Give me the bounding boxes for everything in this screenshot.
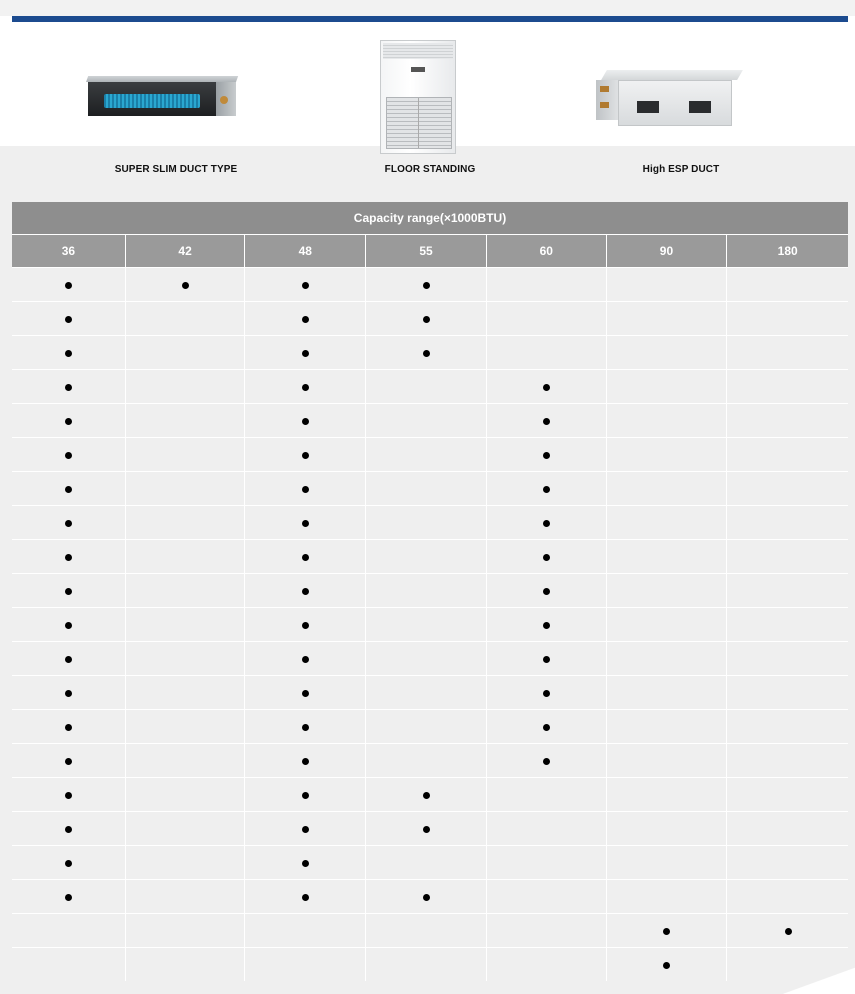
availability-dot-icon	[423, 350, 430, 357]
table-cell	[12, 744, 126, 777]
table-cell	[126, 812, 246, 845]
availability-dot-icon	[423, 826, 430, 833]
availability-dot-icon	[543, 724, 550, 731]
availability-dot-icon	[423, 282, 430, 289]
availability-dot-icon	[543, 758, 550, 765]
column-header: 42	[126, 235, 246, 267]
availability-dot-icon	[65, 486, 72, 493]
table-cell	[366, 948, 487, 981]
table-cell	[727, 880, 848, 913]
table-cell	[126, 404, 246, 437]
product-label-high-esp-duct: High ESP DUCT	[642, 164, 720, 175]
table-cell	[12, 438, 126, 471]
availability-dot-icon	[302, 622, 309, 629]
table-caption: Capacity range(×1000BTU)	[12, 202, 848, 235]
table-row	[12, 845, 848, 879]
table-cell	[727, 846, 848, 879]
table-cell	[366, 404, 487, 437]
table-row	[12, 539, 848, 573]
table-cell	[487, 914, 607, 947]
table-cell	[607, 438, 728, 471]
table-cell	[727, 268, 848, 301]
availability-dot-icon	[65, 350, 72, 357]
availability-dot-icon	[65, 758, 72, 765]
table-row	[12, 811, 848, 845]
availability-dot-icon	[65, 724, 72, 731]
table-cell	[126, 268, 246, 301]
table-cell	[12, 404, 126, 437]
table-cell	[245, 880, 366, 913]
availability-dot-icon	[543, 452, 550, 459]
availability-dot-icon	[423, 792, 430, 799]
table-cell	[12, 676, 126, 709]
table-cell	[727, 506, 848, 539]
availability-dot-icon	[65, 622, 72, 629]
availability-dot-icon	[65, 554, 72, 561]
table-cell	[487, 744, 607, 777]
table-row	[12, 573, 848, 607]
table-cell	[607, 608, 728, 641]
availability-dot-icon	[65, 894, 72, 901]
table-row	[12, 675, 848, 709]
availability-dot-icon	[663, 928, 670, 935]
availability-dot-icon	[302, 860, 309, 867]
table-cell	[727, 370, 848, 403]
table-cell	[126, 846, 246, 879]
table-cell	[727, 608, 848, 641]
table-cell	[487, 370, 607, 403]
table-cell	[126, 948, 246, 981]
table-cell	[245, 540, 366, 573]
table-cell	[245, 506, 366, 539]
table-cell	[366, 914, 487, 947]
availability-dot-icon	[302, 282, 309, 289]
column-header: 36	[12, 235, 126, 267]
table-cell	[12, 574, 126, 607]
table-cell	[366, 880, 487, 913]
availability-dot-icon	[65, 418, 72, 425]
table-cell	[366, 846, 487, 879]
table-row	[12, 267, 848, 301]
table-cell	[12, 506, 126, 539]
table-cell	[12, 948, 126, 981]
capacity-table	[12, 202, 848, 981]
table-cell	[366, 676, 487, 709]
table-cell	[727, 574, 848, 607]
availability-dot-icon	[302, 894, 309, 901]
table-header-row	[12, 235, 848, 267]
table-cell	[607, 268, 728, 301]
table-cell	[366, 574, 487, 607]
availability-dot-icon	[65, 860, 72, 867]
table-row	[12, 641, 848, 675]
table-cell	[245, 404, 366, 437]
table-cell	[12, 778, 126, 811]
table-row	[12, 709, 848, 743]
availability-dot-icon	[302, 792, 309, 799]
availability-dot-icon	[543, 520, 550, 527]
table-cell	[126, 744, 246, 777]
column-header: 60	[487, 235, 607, 267]
table-cell	[366, 438, 487, 471]
availability-dot-icon	[65, 792, 72, 799]
table-cell	[727, 540, 848, 573]
table-cell	[487, 846, 607, 879]
availability-dot-icon	[65, 316, 72, 323]
table-cell	[366, 268, 487, 301]
table-cell	[607, 540, 728, 573]
availability-dot-icon	[302, 554, 309, 561]
table-cell	[607, 404, 728, 437]
table-cell	[487, 608, 607, 641]
table-cell	[126, 676, 246, 709]
floor-standing-unit-image	[380, 40, 456, 154]
table-cell	[12, 472, 126, 505]
table-cell	[487, 404, 607, 437]
table-cell	[366, 608, 487, 641]
table-cell	[607, 778, 728, 811]
table-cell	[607, 574, 728, 607]
column-header: 180	[777, 244, 798, 258]
availability-dot-icon	[302, 588, 309, 595]
table-cell	[727, 438, 848, 471]
table-cell	[245, 710, 366, 743]
table-cell	[126, 336, 246, 369]
availability-dot-icon	[302, 316, 309, 323]
column-header: 55	[366, 235, 487, 267]
table-cell	[245, 676, 366, 709]
table-cell	[366, 812, 487, 845]
table-row	[12, 335, 848, 369]
table-cell	[607, 642, 728, 675]
table-cell	[607, 744, 728, 777]
table-cell	[126, 778, 246, 811]
table-cell	[487, 268, 607, 301]
table-cell	[366, 540, 487, 573]
availability-dot-icon	[65, 282, 72, 289]
availability-dot-icon	[302, 690, 309, 697]
table-cell	[607, 846, 728, 879]
table-cell	[727, 744, 848, 777]
availability-dot-icon	[543, 690, 550, 697]
table-cell	[245, 336, 366, 369]
table-cell	[727, 812, 848, 845]
table-row	[12, 471, 848, 505]
table-cell	[126, 438, 246, 471]
table-cell	[727, 778, 848, 811]
column-header: 48	[245, 235, 366, 267]
table-cell	[126, 540, 246, 573]
availability-dot-icon	[65, 656, 72, 663]
table-cell	[607, 914, 728, 947]
table-cell	[12, 710, 126, 743]
availability-dot-icon	[543, 554, 550, 561]
availability-dot-icon	[543, 384, 550, 391]
table-row	[12, 369, 848, 403]
availability-dot-icon	[543, 622, 550, 629]
table-cell	[607, 710, 728, 743]
table-cell	[12, 642, 126, 675]
table-cell	[607, 948, 728, 981]
table-cell	[245, 642, 366, 675]
table-cell	[12, 846, 126, 879]
availability-dot-icon	[65, 690, 72, 697]
table-cell	[126, 880, 246, 913]
table-cell	[727, 914, 848, 947]
table-cell	[126, 914, 246, 947]
table-cell	[487, 472, 607, 505]
availability-dot-icon	[65, 452, 72, 459]
table-cell	[245, 744, 366, 777]
accent-bar	[12, 16, 848, 22]
column-header: 90	[607, 235, 728, 267]
table-cell	[12, 812, 126, 845]
table-cell	[126, 370, 246, 403]
table-cell	[12, 914, 126, 947]
availability-dot-icon	[302, 384, 309, 391]
table-cell	[245, 438, 366, 471]
table-body	[12, 267, 848, 981]
table-cell	[366, 778, 487, 811]
table-row	[12, 743, 848, 777]
table-row	[12, 607, 848, 641]
table-row	[12, 505, 848, 539]
table-cell	[245, 574, 366, 607]
table-cell	[607, 506, 728, 539]
table-cell	[366, 710, 487, 743]
table-cell	[607, 336, 728, 369]
table-cell	[727, 642, 848, 675]
availability-dot-icon	[302, 486, 309, 493]
table-cell	[366, 302, 487, 335]
availability-dot-icon	[663, 962, 670, 969]
table-cell	[126, 608, 246, 641]
table-cell	[245, 370, 366, 403]
table-cell	[366, 472, 487, 505]
table-cell	[487, 302, 607, 335]
table-cell	[12, 336, 126, 369]
availability-dot-icon	[543, 418, 550, 425]
table-cell	[487, 778, 607, 811]
table-cell	[126, 574, 246, 607]
table-cell	[245, 948, 366, 981]
table-cell	[245, 812, 366, 845]
availability-dot-icon	[543, 656, 550, 663]
table-cell	[607, 370, 728, 403]
table-cell	[126, 710, 246, 743]
availability-dot-icon	[182, 282, 189, 289]
table-row	[12, 437, 848, 471]
high-esp-duct-unit-image	[590, 70, 750, 128]
availability-dot-icon	[302, 724, 309, 731]
product-label-floor-standing: FLOOR STANDING	[384, 164, 476, 175]
table-cell	[245, 778, 366, 811]
table-cell	[12, 370, 126, 403]
table-cell	[727, 404, 848, 437]
table-cell	[12, 880, 126, 913]
availability-dot-icon	[65, 520, 72, 527]
table-cell	[245, 914, 366, 947]
availability-dot-icon	[543, 588, 550, 595]
table-cell	[366, 370, 487, 403]
availability-dot-icon	[65, 826, 72, 833]
availability-dot-icon	[65, 384, 72, 391]
table-cell	[245, 268, 366, 301]
table-cell	[607, 880, 728, 913]
availability-dot-icon	[302, 452, 309, 459]
availability-dot-icon	[543, 486, 550, 493]
availability-dot-icon	[302, 520, 309, 527]
table-cell	[487, 438, 607, 471]
table-cell	[366, 642, 487, 675]
table-cell	[727, 302, 848, 335]
availability-dot-icon	[302, 758, 309, 765]
availability-dot-icon	[423, 894, 430, 901]
table-cell	[727, 336, 848, 369]
availability-dot-icon	[302, 826, 309, 833]
table-row	[12, 879, 848, 913]
table-cell	[487, 336, 607, 369]
table-cell	[487, 642, 607, 675]
table-cell	[607, 472, 728, 505]
top-strip	[0, 0, 855, 16]
table-row	[12, 947, 848, 981]
table-cell	[487, 676, 607, 709]
table-cell	[126, 472, 246, 505]
table-cell	[12, 302, 126, 335]
table-cell	[487, 506, 607, 539]
corner-decoration	[775, 964, 855, 994]
slim-duct-unit-image	[86, 76, 238, 118]
table-row	[12, 403, 848, 437]
table-cell	[487, 540, 607, 573]
table-cell	[727, 710, 848, 743]
table-cell	[126, 302, 246, 335]
table-cell	[487, 710, 607, 743]
availability-dot-icon	[302, 350, 309, 357]
table-row	[12, 777, 848, 811]
table-cell	[607, 302, 728, 335]
availability-dot-icon	[302, 656, 309, 663]
table-cell	[366, 506, 487, 539]
table-cell	[727, 472, 848, 505]
table-cell	[607, 812, 728, 845]
table-cell	[487, 880, 607, 913]
table-cell	[607, 676, 728, 709]
product-label-slim-duct: SUPER SLIM DUCT TYPE	[114, 164, 238, 175]
table-cell	[245, 302, 366, 335]
table-cell	[487, 574, 607, 607]
table-cell	[245, 846, 366, 879]
table-row	[12, 301, 848, 335]
availability-dot-icon	[65, 588, 72, 595]
table-cell	[366, 336, 487, 369]
table-cell	[727, 676, 848, 709]
availability-dot-icon	[423, 316, 430, 323]
table-cell	[245, 472, 366, 505]
table-cell	[126, 506, 246, 539]
table-cell	[366, 744, 487, 777]
table-cell	[487, 948, 607, 981]
table-cell	[12, 608, 126, 641]
table-row	[12, 913, 848, 947]
availability-dot-icon	[785, 928, 792, 935]
table-cell	[245, 608, 366, 641]
table-cell	[12, 540, 126, 573]
table-cell	[126, 642, 246, 675]
table-cell	[12, 268, 126, 301]
availability-dot-icon	[302, 418, 309, 425]
table-cell	[487, 812, 607, 845]
